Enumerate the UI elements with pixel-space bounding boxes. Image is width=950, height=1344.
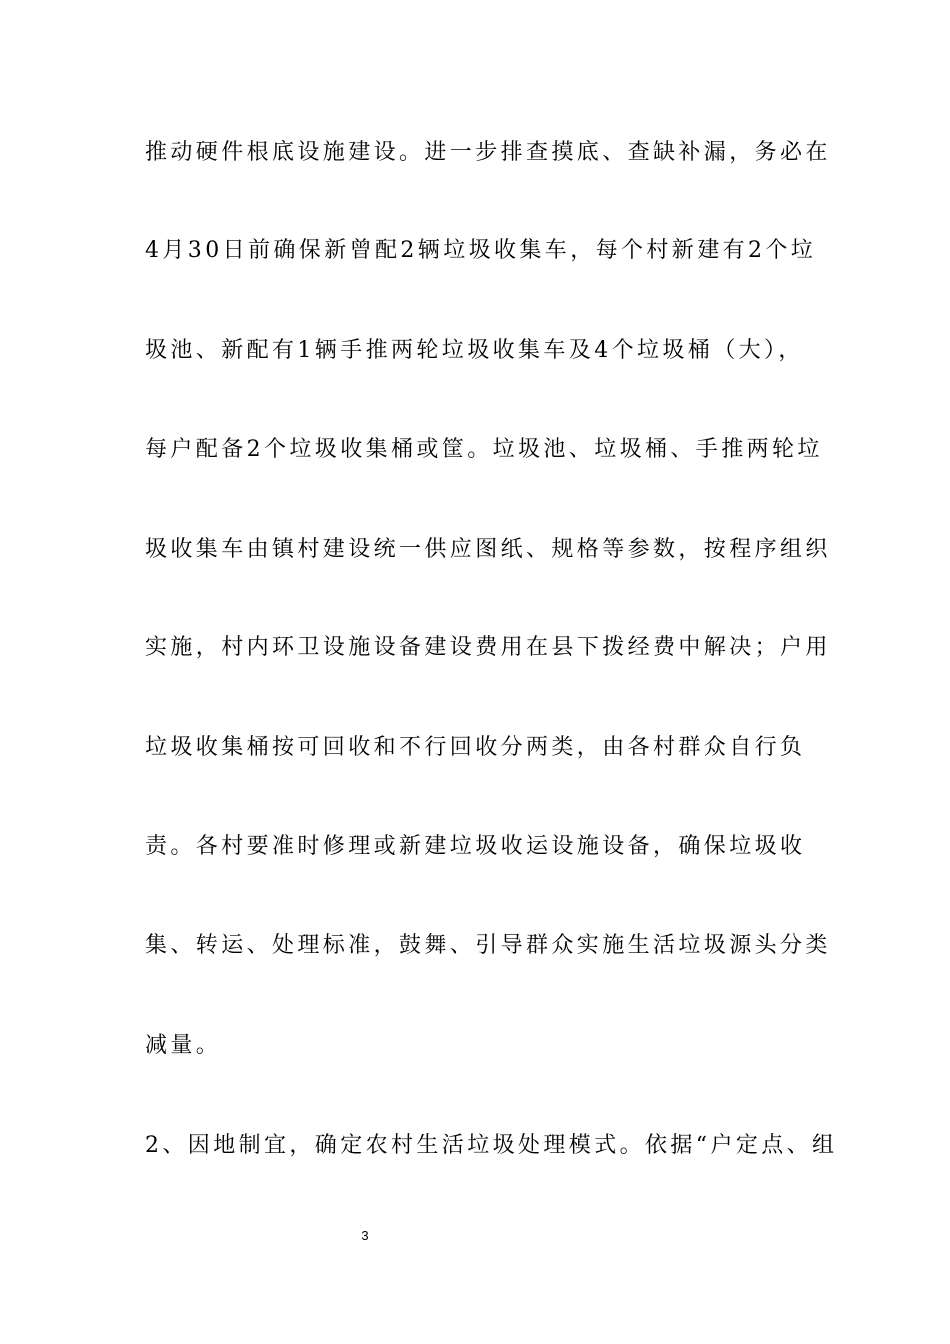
body-text-line: 集、转运、处理标准，鼓舞、引导群众实施生活垃圾源头分类 [145, 933, 831, 958]
body-text-line: 推动硬件根底设施建设。进一步排查摸底、查缺补漏，务必在 [145, 140, 831, 165]
body-text-line: 减量。 [145, 1033, 222, 1058]
body-text-line: 圾池、新配有1辆手推两轮垃圾收集车及4个垃圾桶（大）， [145, 338, 804, 363]
body-text-line: 垃圾收集桶按可回收和不行回收分两类，由各村群众自行负 [145, 735, 806, 760]
body-text-line: 实施，村内环卫设施设备建设费用在县下拨经费中解决；户用 [145, 635, 831, 660]
body-text-line: 圾收集车由镇村建设统一供应图纸、规格等参数，按程序组织 [145, 537, 831, 562]
body-text-line: 责。各村要准时修理或新建垃圾收运设施设备，确保垃圾收 [145, 834, 806, 859]
body-text-line: 每户配备2个垃圾收集桶或筐。垃圾池、垃圾桶、手推两轮垃 [145, 437, 823, 462]
body-text-line: 4月30日前确保新曾配2辆垃圾收集车，每个村新建有2个垃 [145, 238, 817, 263]
section-heading-line: 2、因地制宜，确定农村生活垃圾处理模式。依据“户定点、组 [145, 1133, 838, 1158]
page-number: 3 [361, 1228, 369, 1243]
